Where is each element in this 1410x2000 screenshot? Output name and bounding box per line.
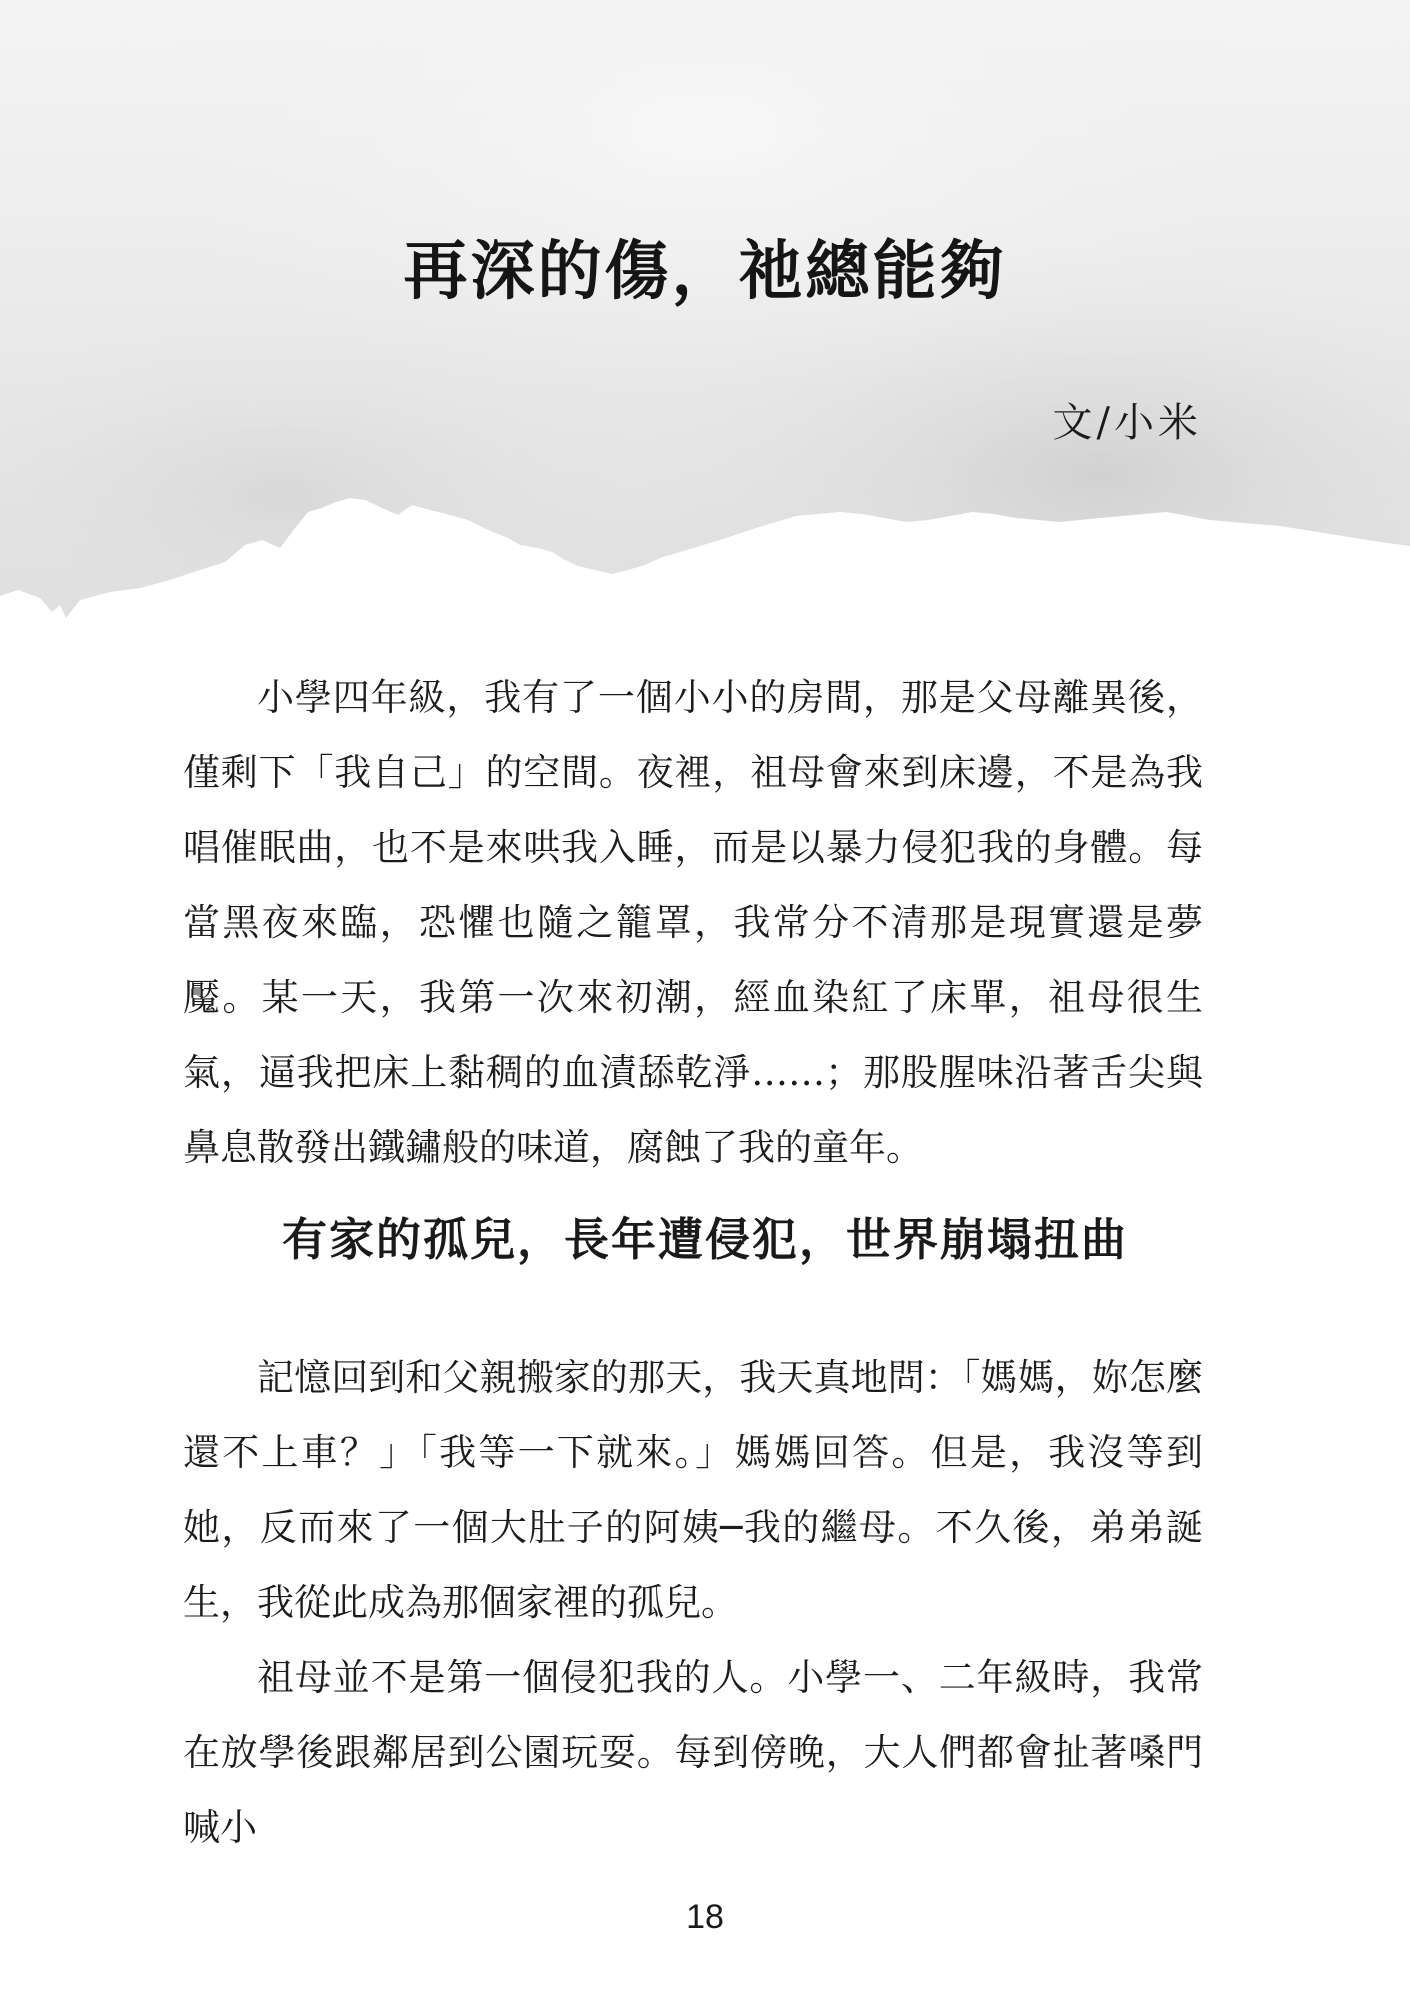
paragraph: 小學四年級，我有了一個小小的房間，那是父母離異後，僅剩下「我自己」的空間。夜裡，祖母會來到床邊，不是為我唱催眠曲，也不是來哄我入睡，而是以暴力侵犯我的身體。每當黑夜來臨，恐懼也隨之籠罩，我常分不清那是現實還是夢魘。某一天，我第一次來初潮，經血染紅了床單，祖母很生氣，逼我把床上黏稠的血漬舔乾淨……；那股腥味沿著舌尖與鼻息散發出鐵鏽般的味道，腐蝕了我的童年。	[183, 676, 1203, 1169]
header-ink-wash-background	[0, 0, 1410, 660]
author-byline: 文/小米	[1052, 400, 1202, 446]
page-number: 18	[686, 1898, 724, 1936]
section-subheading: 有家的孤兒，長年遭侵犯，世界崩塌扭曲	[281, 1213, 1128, 1266]
article-title: 再深的傷，祂總能夠	[403, 234, 1007, 309]
paragraph: 記憶回到和父親搬家的那天，我天真地問：「媽媽，妳怎麼還不上車？」「我等一下就來。」媽媽回答。但是，我沒等到她，反而來了一個大肚子的阿姨─我的繼母。不久後，弟弟誕生，我從此成為那個家裡的孤兒。	[183, 1356, 1203, 1624]
paragraph: 祖母並不是第一個侵犯我的人。小學一、二年級時，我常在放學後跟鄰居到公園玩耍。每到傍晚，大人們都會扯著嗓門喊小	[183, 1656, 1203, 1849]
section-1-body	[183, 660, 1203, 1185]
section-2-body	[183, 1340, 1203, 1865]
